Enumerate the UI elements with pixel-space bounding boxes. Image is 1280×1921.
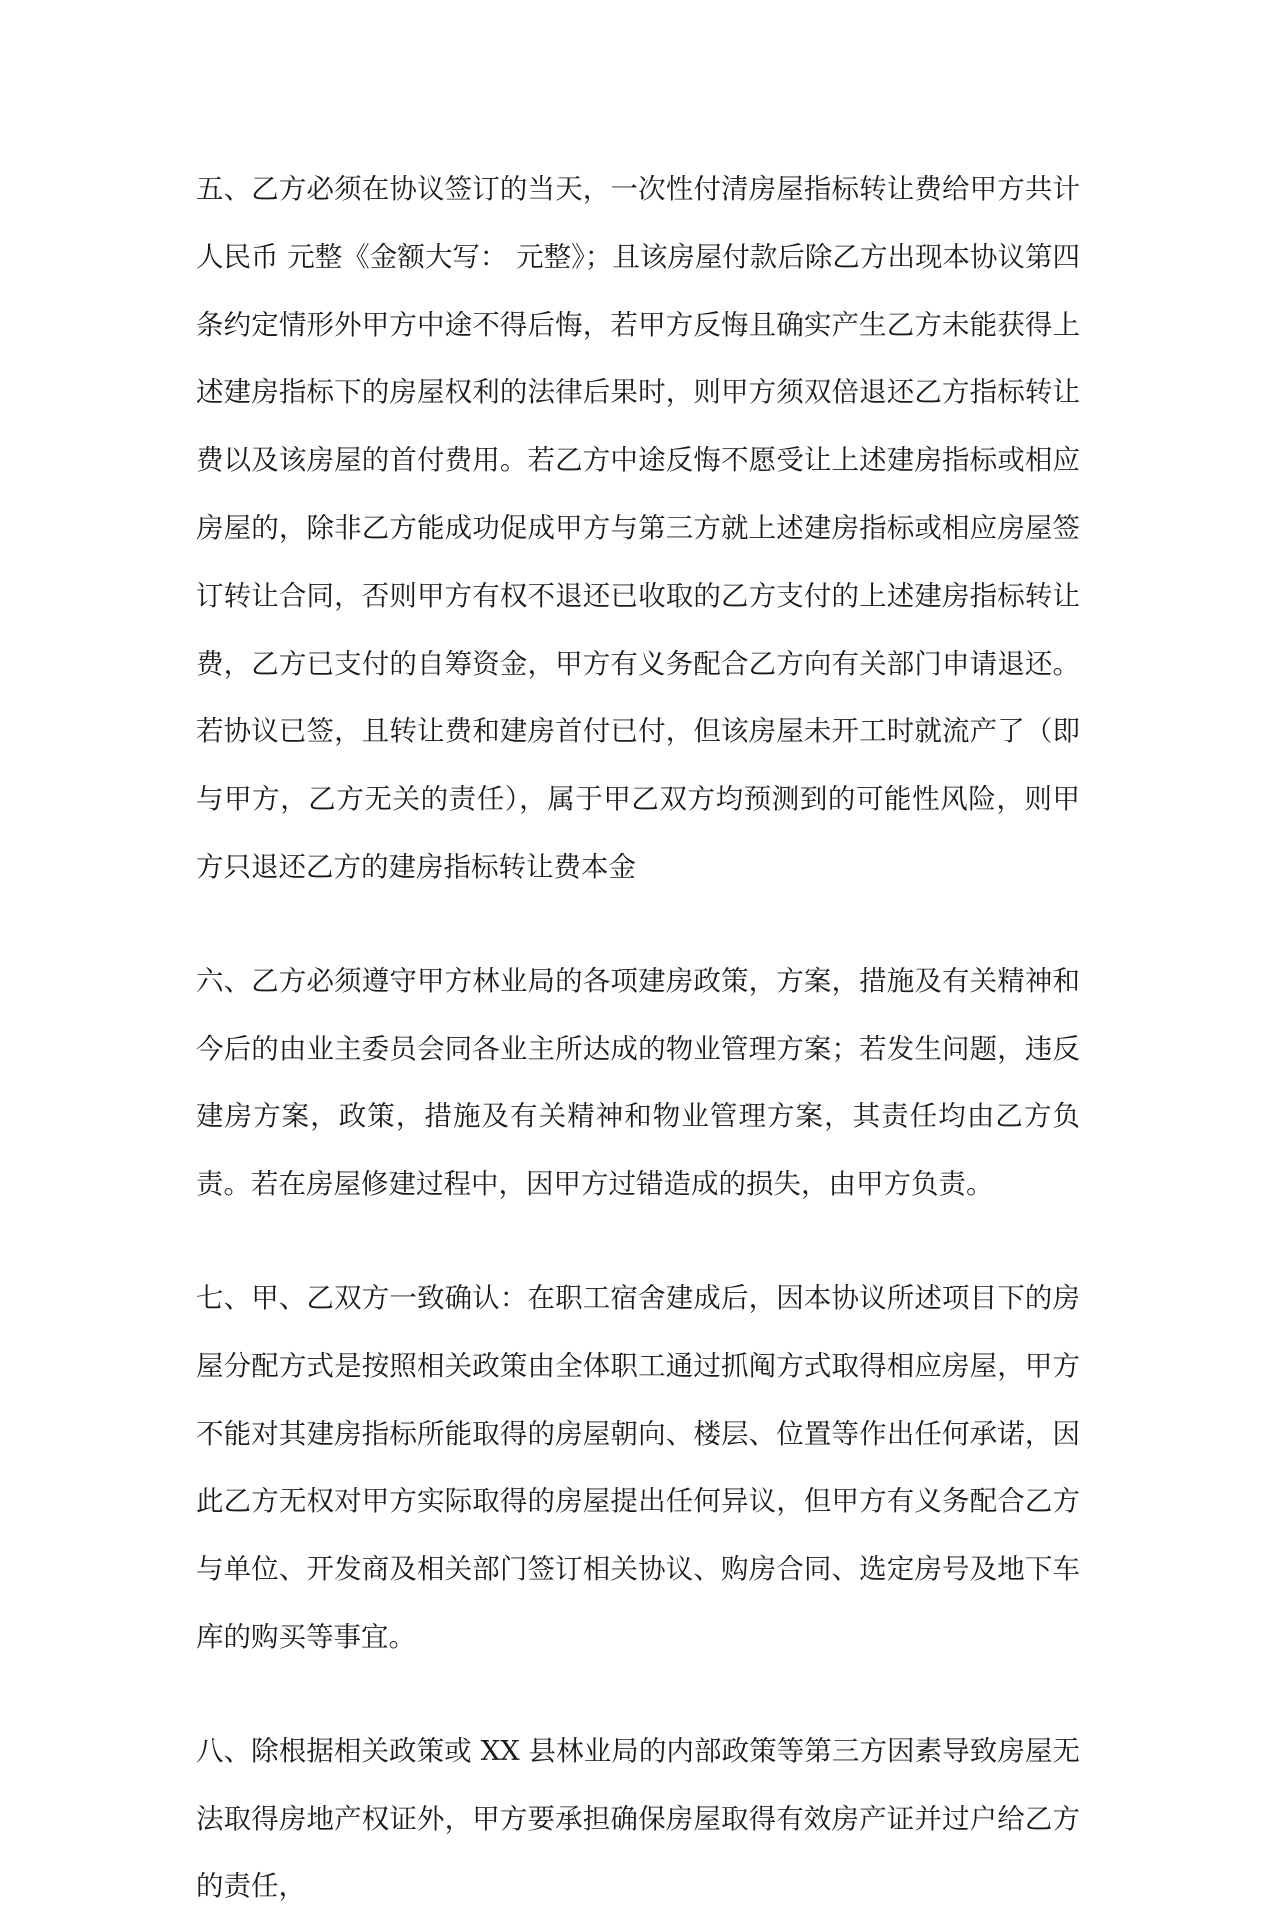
clause-7-paragraph: 七、甲、乙双方一致确认：在职工宿舍建成后，因本协议所述项目下的房屋分配方式是按照相关政策由全体职工通过抓阄方式取得相应房屋，甲方不能对其建房指标所能取得的房屋朝向、楼层、位置等作出任何承诺，因此乙方无权对甲方实际取得的房屋提出任何异议，但甲方有义务配合乙方与单位、开发商及相关部门签订相关协议、购房合同、选定房号及地下车库的购买等事宜。 [196,1281,1080,1653]
paragraph-gap [196,1219,1080,1265]
document-body [196,156,1080,1921]
clause-6-paragraph: 六、乙方必须遵守甲方林业局的各项建房政策，方案，措施及有关精神和今后的由业主委员会同各业主所达成的物业管理方案；若发生问题，违反建房方案，政策，措施及有关精神和物业管理方案，其责任均由乙方负责。若在房屋修建过程中，因甲方过错造成的损失，由甲方负责。 [196,964,1080,1201]
clause-8-paragraph: 八、除根据相关政策或 XX 县林业局的内部政策等第三方因素导致房屋无法取得房地产权证外，甲方要承担确保房屋取得有效房产证并过户给乙方的责任， [196,1734,1080,1903]
clause-5-paragraph: 五、乙方必须在协议签订的当天，一次性付清房屋指标转让费给甲方共计人民币 元整《金额大写： 元整》；且该房屋付款后除乙方出现本协议第四条约定情形外甲方中途不得后悔，若甲方反悔且确实产生乙方未能获得上述建房指标下的房屋权利的法律后果时，则甲方须双倍退还乙方指标转让费以及该房屋的首付费用。若乙方中途反悔不愿受让上述建房指标或相应房屋的，除非乙方能成功促成甲方与第三方就上述建房指标或相应房屋签订转让合同，否则甲方有权不退还已收取的乙方支付的上述建房指标转让费，乙方已支付的自筹资金，甲方有义务配合乙方向有关部门申请退还。若协议已签，且转让费和建房首付已付，但该房屋未开工时就流产了（即与甲方，乙方无关的责任），属于甲乙双方均预测到的可能性风险，则甲方只退还乙方的建房指标转让费本金 [196,173,1080,883]
paragraph-gap [196,1672,1080,1718]
paragraph-gap [196,902,1080,948]
